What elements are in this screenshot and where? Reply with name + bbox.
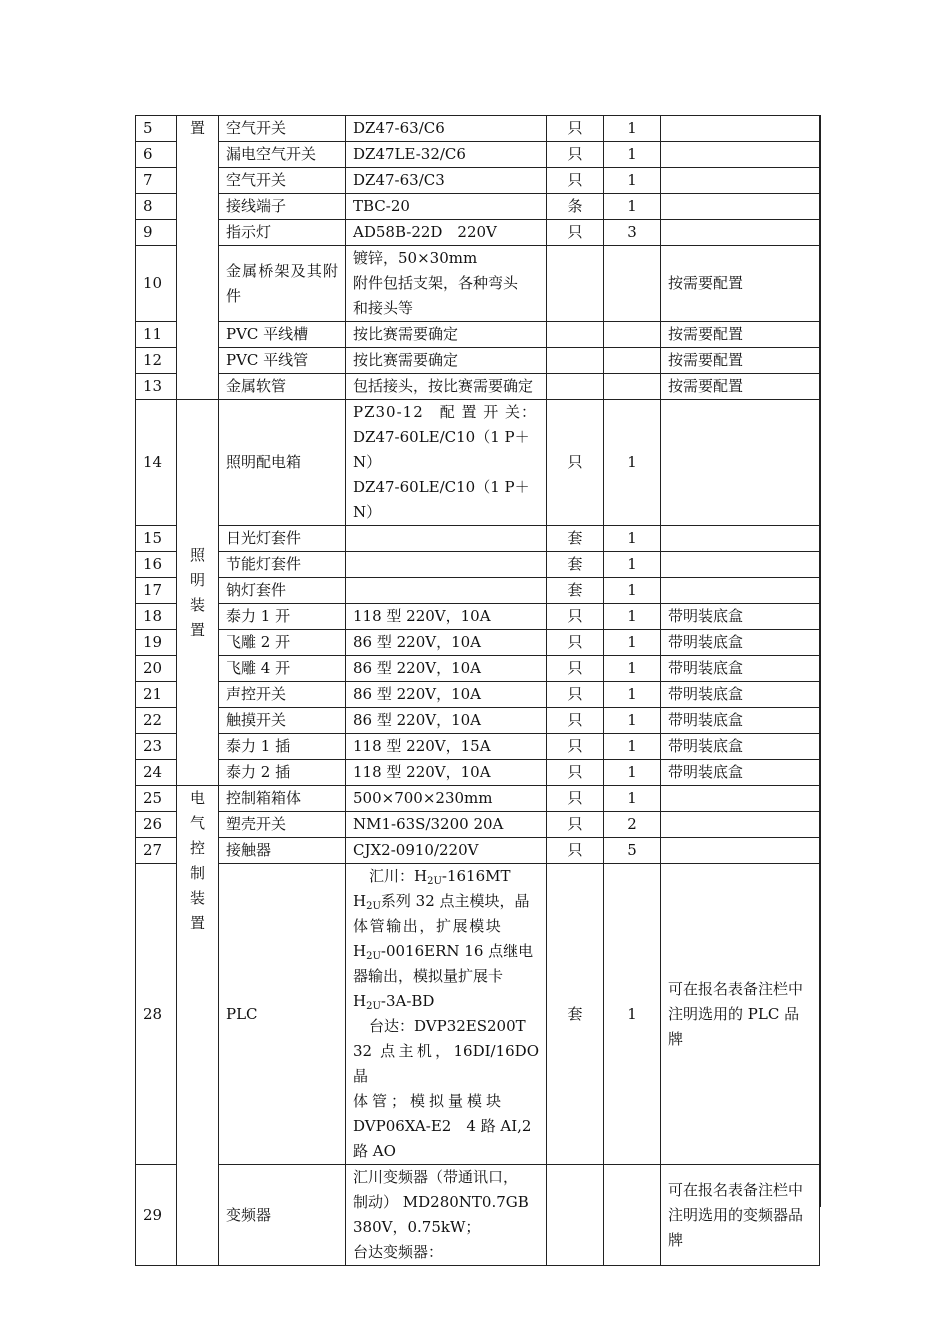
item-qty: 1	[604, 194, 661, 220]
spec-line: 台达变频器：	[353, 1243, 444, 1261]
item-note	[661, 526, 820, 552]
item-qty: 1	[604, 734, 661, 760]
item-unit: 只	[547, 142, 604, 168]
table-row	[136, 838, 820, 864]
spec-line: $H_{2U}-3A-BD$	[353, 992, 435, 1012]
table-row	[136, 220, 820, 246]
item-spec: 按比赛需要确定	[346, 322, 547, 348]
item-note: 带明装底盒	[661, 656, 820, 682]
item-unit: 只	[547, 734, 604, 760]
item-note: 带明装底盒	[661, 682, 820, 708]
row-number: 7	[136, 168, 177, 194]
item-name: 漏电空气开关	[219, 142, 346, 168]
item-qty: 1	[604, 578, 661, 604]
item-qty: 1	[604, 552, 661, 578]
item-qty: 1	[604, 786, 661, 812]
row-number: 16	[136, 552, 177, 578]
item-spec: DZ47LE-32/C6	[346, 142, 547, 168]
spec-line: 台达：DVP32ES200T	[369, 1017, 526, 1035]
item-spec: 包括接头，按比赛需要确定	[346, 374, 547, 400]
item-note	[661, 142, 820, 168]
item-qty: 1	[604, 630, 661, 656]
table-row	[136, 682, 820, 708]
item-spec	[346, 400, 547, 526]
item-spec: TBC-20	[346, 194, 547, 220]
row-number: 13	[136, 374, 177, 400]
item-unit: 只	[547, 168, 604, 194]
item-qty: 5	[604, 838, 661, 864]
item-note	[661, 168, 820, 194]
item-unit: 只	[547, 760, 604, 786]
item-qty: 1	[604, 142, 661, 168]
item-note	[661, 578, 820, 604]
item-spec	[346, 552, 547, 578]
spec-line: DZ47-60LE/C10（1 P＋N）	[353, 428, 530, 471]
category-cell: 置	[177, 116, 219, 400]
item-spec: DZ47-63/C3	[346, 168, 547, 194]
item-spec	[346, 246, 547, 322]
row-number: 29	[136, 1165, 177, 1266]
spec-line: 体管；模拟量模块	[353, 1092, 506, 1110]
item-qty: 1	[604, 116, 661, 142]
item-spec	[346, 526, 547, 552]
row-number: 15	[136, 526, 177, 552]
spec-line: $H_{2U}-0016ERN$ 16 点继电	[353, 942, 534, 962]
item-name: 泰力 2 插	[219, 760, 346, 786]
item-spec	[346, 864, 547, 1165]
item-unit: 套	[547, 552, 604, 578]
item-name: 接触器	[219, 838, 346, 864]
item-name: 空气开关	[219, 168, 346, 194]
item-spec: 86 型 220V，10A	[346, 682, 547, 708]
item-note	[661, 786, 820, 812]
item-name: 塑壳开关	[219, 812, 346, 838]
item-name: 日光灯套件	[219, 526, 346, 552]
item-spec	[346, 578, 547, 604]
spec-line: 汇川：$H_{2U}-1616MT$	[369, 867, 511, 887]
item-spec: AD58B-22D 220V	[346, 220, 547, 246]
item-name: PLC	[219, 864, 346, 1165]
item-qty	[604, 322, 661, 348]
item-note: 可在报名表备注栏中注明选用的 PLC 品牌	[661, 864, 820, 1165]
row-number: 10	[136, 246, 177, 322]
item-spec: DZ47-63/C6	[346, 116, 547, 142]
row-number: 11	[136, 322, 177, 348]
item-name: 金属桥架及其附件	[219, 246, 346, 322]
item-qty: 1	[604, 168, 661, 194]
item-unit: 只	[547, 682, 604, 708]
item-qty: 1	[604, 708, 661, 734]
item-unit: 套	[547, 864, 604, 1165]
row-number: 28	[136, 864, 177, 1165]
row-number: 17	[136, 578, 177, 604]
spec-line: 制动） MD280NT0.7GB	[353, 1193, 529, 1211]
item-spec: 86 型 220V，10A	[346, 630, 547, 656]
item-qty	[604, 246, 661, 322]
item-unit: 条	[547, 194, 604, 220]
item-note	[661, 194, 820, 220]
item-note: 可在报名表备注栏中注明选用的变频器品牌	[661, 1165, 820, 1266]
spec-line: PZ30-12 配 置 开 关：	[353, 403, 538, 421]
item-note	[661, 400, 820, 526]
table-row	[136, 812, 820, 838]
item-name: 触摸开关	[219, 708, 346, 734]
spec-line: DVP06XA-E2 4 路 AI,2	[353, 1117, 532, 1135]
item-unit	[547, 1165, 604, 1266]
category-cell: 电 气 控 制 装 置	[177, 786, 219, 1266]
table-row	[136, 322, 820, 348]
item-qty: 1	[604, 760, 661, 786]
spec-line: 器输出，模拟量扩展卡	[353, 967, 504, 985]
item-spec: 118 型 220V，10A	[346, 760, 547, 786]
item-note	[661, 552, 820, 578]
item-name: 飞雕 4 开	[219, 656, 346, 682]
spec-line: 和接头等	[353, 299, 414, 317]
item-note: 带明装底盒	[661, 630, 820, 656]
item-name: 节能灯套件	[219, 552, 346, 578]
category-cell: 照 明 装 置	[177, 400, 219, 786]
item-note	[661, 812, 820, 838]
item-spec: 按比赛需要确定	[346, 348, 547, 374]
spec-line: DZ47-60LE/C10（1 P＋N）	[353, 478, 530, 521]
item-name: 指示灯	[219, 220, 346, 246]
item-qty: 3	[604, 220, 661, 246]
item-qty: 1	[604, 864, 661, 1165]
item-note: 按需要配置	[661, 246, 820, 322]
item-unit: 只	[547, 604, 604, 630]
item-qty: 1	[604, 604, 661, 630]
item-qty	[604, 1165, 661, 1266]
spec-line: 380V，0.75kW；	[353, 1218, 481, 1236]
equipment-table	[135, 115, 820, 1266]
row-number: 25	[136, 786, 177, 812]
row-number: 26	[136, 812, 177, 838]
item-note: 带明装底盒	[661, 604, 820, 630]
item-note: 带明装底盒	[661, 760, 820, 786]
item-name: 变频器	[219, 1165, 346, 1266]
row-number: 14	[136, 400, 177, 526]
table-row	[136, 142, 820, 168]
item-qty: 1	[604, 682, 661, 708]
item-qty: 1	[604, 400, 661, 526]
row-number: 9	[136, 220, 177, 246]
row-number: 27	[136, 838, 177, 864]
item-note	[661, 838, 820, 864]
spec-line: 镀锌，50×30mm	[353, 249, 478, 267]
table-row	[136, 656, 820, 682]
item-unit: 只	[547, 220, 604, 246]
item-qty: 1	[604, 656, 661, 682]
row-number: 22	[136, 708, 177, 734]
table-row	[136, 864, 820, 1165]
spec-line: 路 AO	[353, 1142, 396, 1160]
item-name: 飞雕 2 开	[219, 630, 346, 656]
item-qty: 2	[604, 812, 661, 838]
item-spec: 118 型 220V，15A	[346, 734, 547, 760]
table-row	[136, 786, 820, 812]
table-row	[136, 604, 820, 630]
row-number: 6	[136, 142, 177, 168]
table-row	[136, 246, 820, 322]
table-row	[136, 760, 820, 786]
item-spec	[346, 1165, 547, 1266]
item-name: 泰力 1 开	[219, 604, 346, 630]
spec-line: 附件包括支架，各种弯头	[353, 274, 519, 292]
item-note: 按需要配置	[661, 374, 820, 400]
row-number: 8	[136, 194, 177, 220]
spec-line: 体管输出，扩展模块	[353, 917, 503, 935]
item-unit: 只	[547, 786, 604, 812]
item-name: PVC 平线管	[219, 348, 346, 374]
item-unit: 只	[547, 708, 604, 734]
item-spec: 118 型 220V，10A	[346, 604, 547, 630]
item-unit: 只	[547, 838, 604, 864]
item-unit	[547, 374, 604, 400]
item-qty	[604, 374, 661, 400]
item-note: 带明装底盒	[661, 734, 820, 760]
item-name: 接线端子	[219, 194, 346, 220]
item-note	[661, 116, 820, 142]
row-number: 21	[136, 682, 177, 708]
item-spec: 86 型 220V，10A	[346, 656, 547, 682]
item-spec: 500×700×230mm	[346, 786, 547, 812]
row-number: 18	[136, 604, 177, 630]
row-number: 23	[136, 734, 177, 760]
item-unit: 只	[547, 116, 604, 142]
item-note	[661, 220, 820, 246]
item-unit: 套	[547, 578, 604, 604]
spec-line: $H_{2U}$系列 32 点主模块，晶	[353, 892, 530, 912]
item-unit: 只	[547, 656, 604, 682]
item-name: 泰力 1 插	[219, 734, 346, 760]
item-name: 钠灯套件	[219, 578, 346, 604]
spec-line: 32 点主机，16DI/16DO 晶	[353, 1042, 539, 1085]
table-row	[136, 552, 820, 578]
row-number: 12	[136, 348, 177, 374]
row-number: 19	[136, 630, 177, 656]
table-row	[136, 734, 820, 760]
table-row	[136, 1165, 820, 1266]
table-row	[136, 400, 820, 526]
table-row	[136, 708, 820, 734]
item-name: PVC 平线槽	[219, 322, 346, 348]
item-unit: 只	[547, 400, 604, 526]
item-unit: 套	[547, 526, 604, 552]
item-name: 照明配电箱	[219, 400, 346, 526]
item-qty: 1	[604, 526, 661, 552]
table-row	[136, 526, 820, 552]
table-row	[136, 168, 820, 194]
item-spec: NM1-63S/3200 20A	[346, 812, 547, 838]
item-name: 空气开关	[219, 116, 346, 142]
item-name: 金属软管	[219, 374, 346, 400]
row-number: 20	[136, 656, 177, 682]
item-note: 按需要配置	[661, 348, 820, 374]
item-spec: 86 型 220V，10A	[346, 708, 547, 734]
item-unit	[547, 322, 604, 348]
item-unit	[547, 246, 604, 322]
item-note: 按需要配置	[661, 322, 820, 348]
item-unit	[547, 348, 604, 374]
item-qty	[604, 348, 661, 374]
item-name: 声控开关	[219, 682, 346, 708]
item-note: 带明装底盒	[661, 708, 820, 734]
item-unit: 只	[547, 630, 604, 656]
row-number: 24	[136, 760, 177, 786]
spec-line: 汇川变频器（带通讯口，	[353, 1168, 519, 1186]
row-number: 5	[136, 116, 177, 142]
table-row	[136, 116, 820, 142]
table-row	[136, 578, 820, 604]
table-row	[136, 374, 820, 400]
item-name: 控制箱箱体	[219, 786, 346, 812]
table-row	[136, 348, 820, 374]
table-row	[136, 630, 820, 656]
item-unit: 只	[547, 812, 604, 838]
table-row	[136, 194, 820, 220]
item-spec: CJX2-0910/220V	[346, 838, 547, 864]
